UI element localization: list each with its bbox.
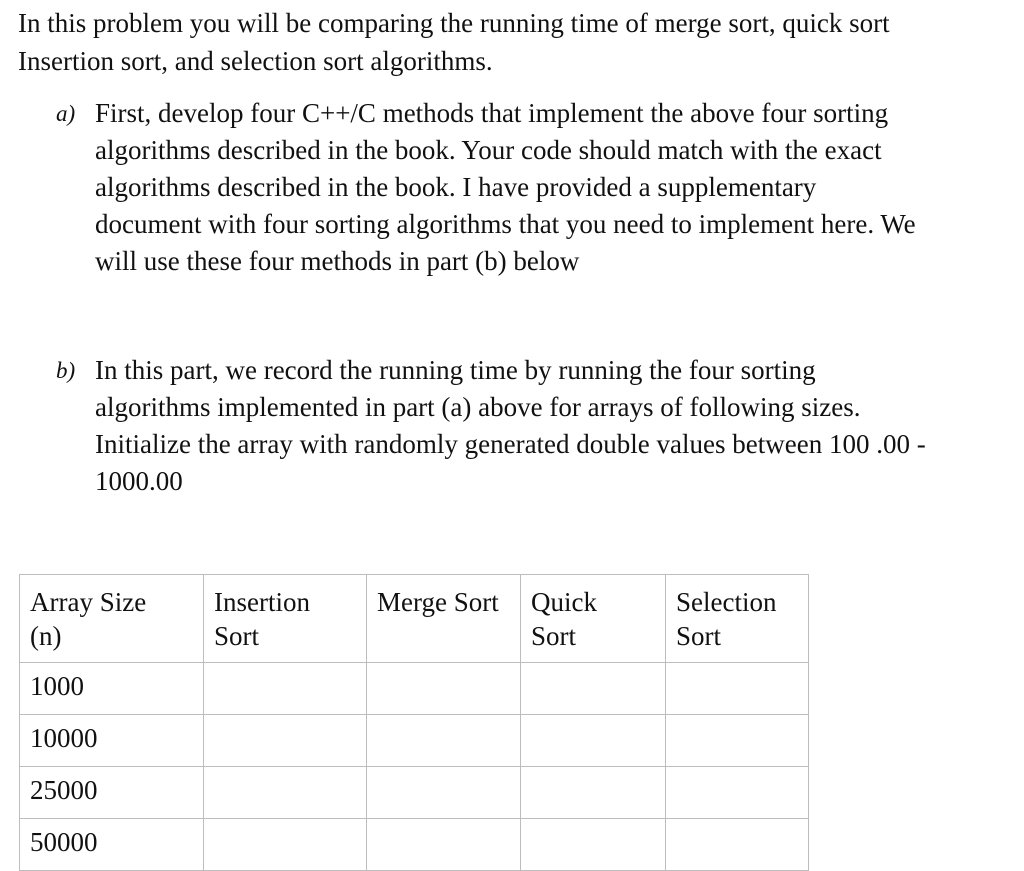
header-selection-sort [666,575,809,663]
header-text: Sort [531,621,577,651]
part-b-line: In this part, we record the running time by running the four sorting [95,355,816,385]
cell-selection-sort [666,663,809,715]
part-a-line: algorithms described in the book. I have provided a supplementary [95,172,817,202]
table-row [20,663,809,715]
part-a-line: document with four sorting algorithms that you need to implement here. We [95,209,916,239]
cell-selection-sort [666,715,809,767]
part-b-line: Initialize the array with randomly generated double values between 100 .00 - [95,429,926,459]
part-a-text [95,95,1020,280]
cell-insertion-sort [204,819,367,871]
header-text: Selection [676,587,777,617]
part-b-text [95,352,1020,500]
cell-merge-sort [367,663,521,715]
intro-line-2: Insertion sort, and selection sort algorithms. [18,46,493,76]
table-row [20,819,809,871]
part-b-marker: b) [56,358,76,383]
table-header-row [20,575,809,663]
part-a-marker: a) [56,101,76,126]
intro-line-1: In this problem you will be comparing the running time of merge sort, quick sort [18,8,890,38]
table-row [20,715,809,767]
cell-insertion-sort [204,767,367,819]
cell-quick-sort [521,767,666,819]
cell-quick-sort [521,715,666,767]
cell-merge-sort [367,819,521,871]
cell-array-size: 1000 [20,663,204,715]
running-time-table [19,574,809,871]
part-a-line: algorithms described in the book. Your code should match with the exact [95,135,882,165]
table-row [20,767,809,819]
part-b-line: 1000.00 [95,466,183,496]
problem-intro [18,4,1018,80]
cell-array-size: 10000 [20,715,204,767]
cell-insertion-sort [204,715,367,767]
cell-insertion-sort [204,663,367,715]
cell-selection-sort [666,767,809,819]
cell-array-size: 25000 [20,767,204,819]
header-text: Sort [214,621,260,651]
part-b-line: algorithms implemented in part (a) above for arrays of following sizes. [95,392,861,422]
cell-array-size: 50000 [20,819,204,871]
header-quick-sort [521,575,666,663]
cell-quick-sort [521,663,666,715]
header-merge-sort [367,575,521,663]
header-text: Array Size [30,587,147,617]
cell-merge-sort [367,767,521,819]
header-text: Insertion [214,587,310,617]
part-a-line: will use these four methods in part (b) below [95,246,580,276]
header-text: (n) [30,621,62,651]
cell-merge-sort [367,715,521,767]
header-insertion-sort [204,575,367,663]
header-array-size [20,575,204,663]
header-text: Sort [676,621,722,651]
cell-quick-sort [521,819,666,871]
header-text: Quick [531,587,597,617]
header-text: Merge Sort [377,587,499,617]
cell-selection-sort [666,819,809,871]
part-a-line: First, develop four C++/C methods that implement the above four sorting [95,98,889,128]
